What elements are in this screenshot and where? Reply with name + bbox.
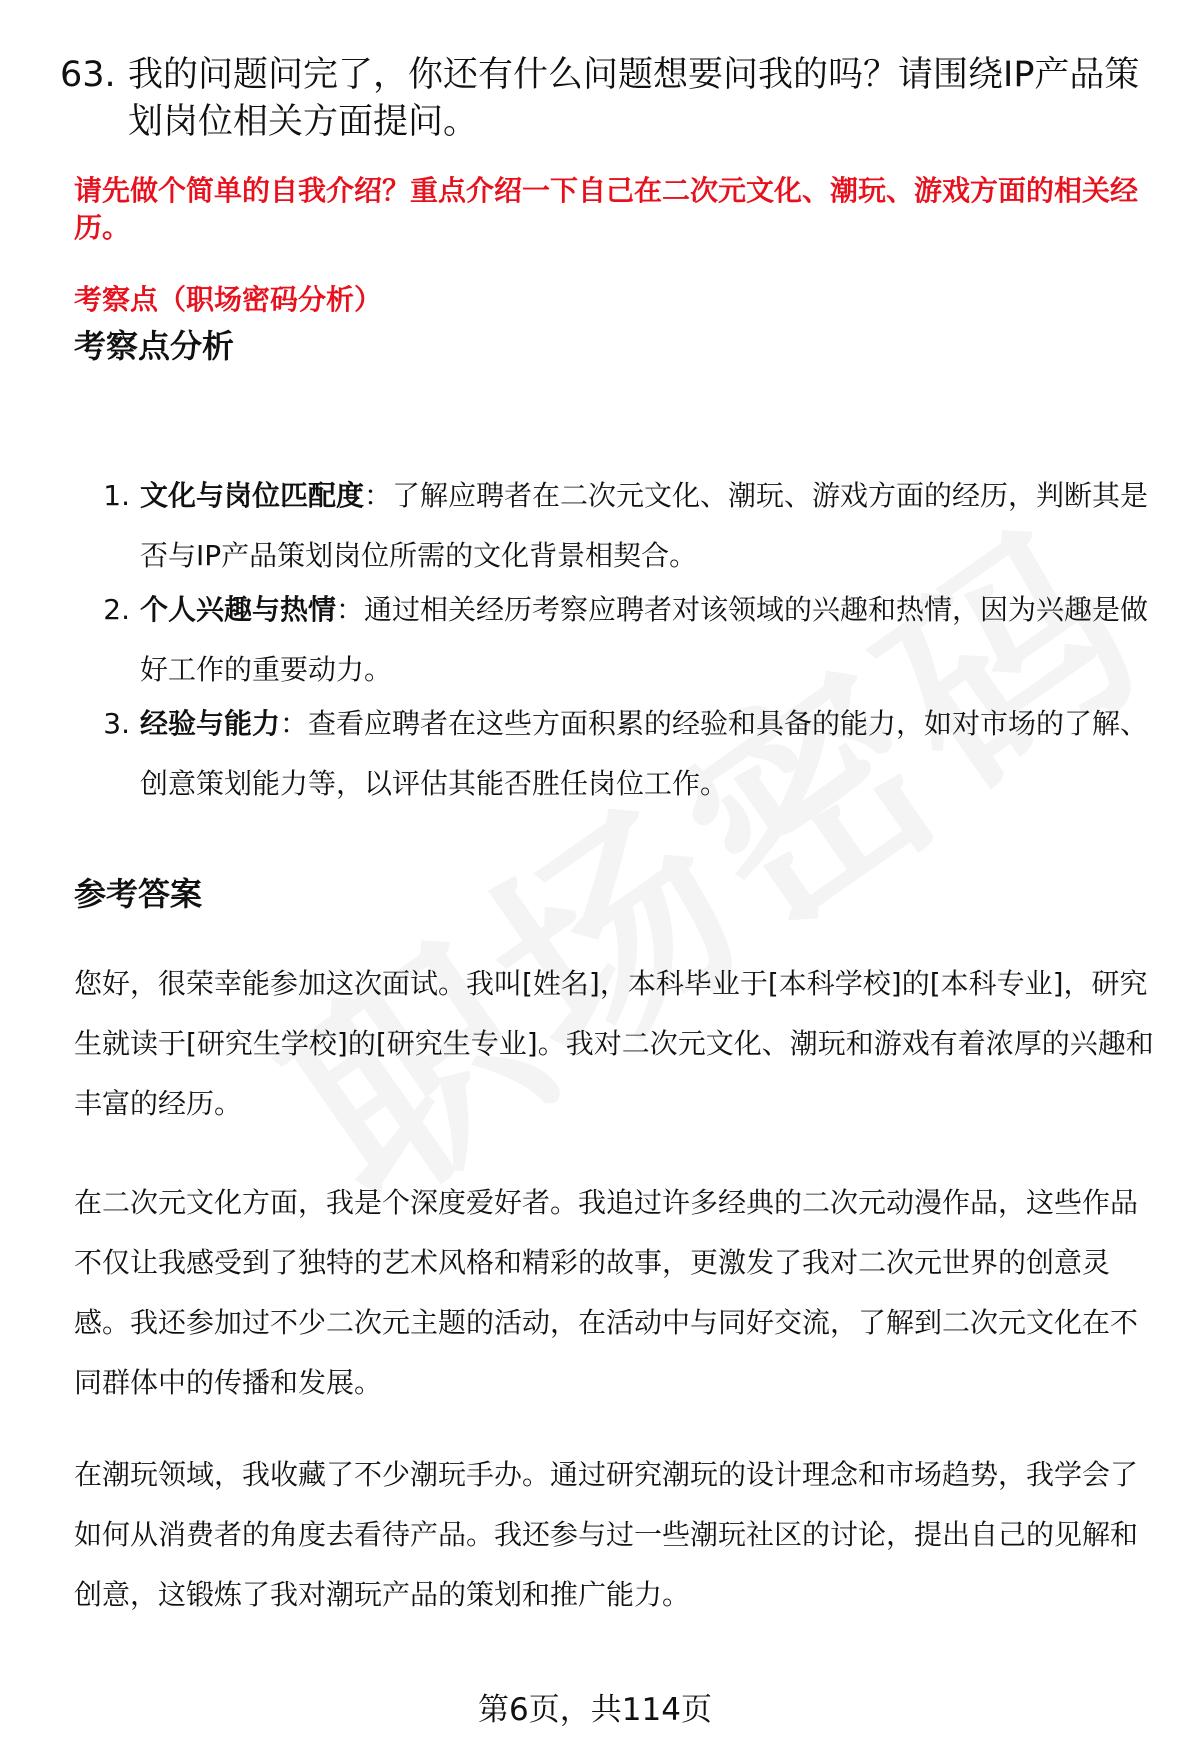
highlighted-question: 请先做个简单的自我介绍？重点介绍一下自己在二次元文化、潮玩、游戏方面的相关经历。 (74, 174, 1139, 244)
analysis-list (74, 466, 1159, 814)
list-item (74, 466, 1159, 586)
list-item-lead: 经验与能力 (140, 707, 281, 740)
section-analysis-title: 考察点分析 (74, 327, 235, 365)
list-item (74, 694, 1159, 814)
list-item-text: ：查看应聘者在这些方面积累的经验和具备的能力，如对市场的了解、创意策划能力等，以评估其能否胜任岗位工作。 (140, 707, 1149, 800)
list-index: 3. (103, 707, 130, 740)
list-item-text: ：通过相关经历考察应聘者对该领域的兴趣和热情，因为兴趣是做好工作的重要动力。 (140, 593, 1149, 686)
list-index: 2. (103, 593, 130, 626)
list-item-lead: 个人兴趣与热情 (140, 593, 337, 626)
list-index: 1. (103, 479, 130, 512)
list-item-text: ：了解应聘者在二次元文化、潮玩、游戏方面的经历，判断其是否与IP产品策划岗位所需的文化背景相契合。 (140, 479, 1149, 572)
analysis-label: 考察点（职场密码分析） (74, 283, 383, 316)
list-item (74, 580, 1159, 700)
list-item-lead: 文化与岗位匹配度 (140, 479, 365, 512)
answer-paragraph: 在潮玩领域，我收藏了不少潮玩手办。通过研究潮玩的设计理念和市场趋势，我学会了如何从消费者的角度去看待产品。我还参与过一些潮玩社区的讨论，提出自己的见解和创意，这锻炼了我对潮玩产品的策划和推广能力。 (74, 1458, 1139, 1611)
page-footer: 第6页，共114页 (478, 1692, 712, 1728)
section-answer-title: 参考答案 (74, 875, 203, 913)
answer-paragraph: 在二次元文化方面，我是个深度爱好者。我追过许多经典的二次元动漫作品，这些作品不仅让我感受到了独特的艺术风格和精彩的故事，更激发了我对二次元世界的创意灵感。我还参加过不少二次元主题的活动，在活动中与同好交流，了解到二次元文化在不同群体中的传播和发展。 (74, 1186, 1139, 1399)
answer-paragraph: 您好，很荣幸能参加这次面试。我叫[姓名]，本科毕业于[本科学校]的[本科专业]，研究生就读于[研究生学校]的[研究生专业]。我对二次元文化、潮玩和游戏有着浓厚的兴趣和丰富的经历。 (74, 967, 1154, 1120)
question-number: 63. (60, 55, 116, 95)
question-heading (60, 52, 1150, 146)
question-text: 我的问题问完了，你还有什么问题想要问我的吗？请围绕IP产品策划岗位相关方面提问。 (128, 55, 1140, 142)
